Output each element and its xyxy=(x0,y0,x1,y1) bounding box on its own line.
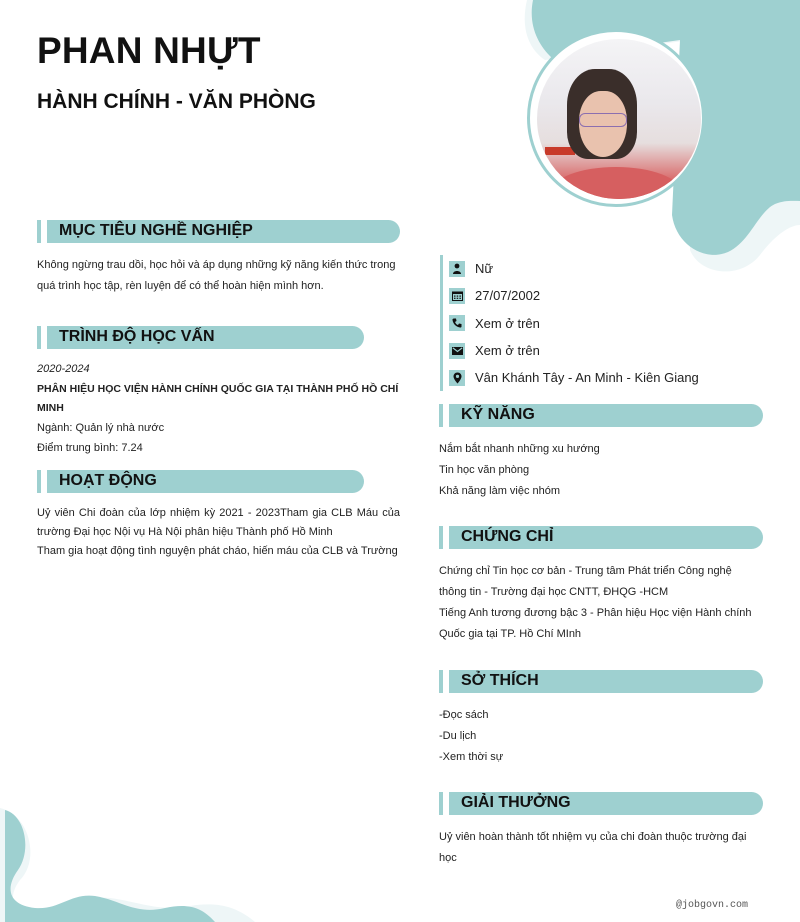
info-phone xyxy=(449,310,699,337)
objective-content xyxy=(37,255,399,297)
candidate-name: PHAN NHỰT xyxy=(37,30,261,71)
hobby-item: -Đọc sách xyxy=(439,709,489,721)
location-icon xyxy=(449,370,465,386)
calendar-icon xyxy=(449,288,465,304)
job-title: HÀNH CHÍNH - VĂN PHÒNG xyxy=(37,90,316,113)
section-title: TRÌNH ĐỘ HỌC VẤN xyxy=(59,328,215,345)
section-header-certificates xyxy=(439,526,763,549)
section-title: GIẢI THƯỞNG xyxy=(461,794,571,811)
section-title: HOẠT ĐỘNG xyxy=(59,472,157,489)
education-school: PHÂN HIỆU HỌC VIỆN HÀNH CHÍNH QUỐC GIA TẠI THÀNH PHỐ HỒ CHÍ MINH xyxy=(37,383,399,414)
skill-item: Nắm bắt nhanh những xu hướng xyxy=(439,443,600,455)
avatar-photo xyxy=(537,39,701,199)
activities-content xyxy=(37,504,400,561)
info-email xyxy=(449,337,699,364)
info-text: Xem ở trên xyxy=(475,343,540,359)
watermark: @jobgovn.com xyxy=(676,900,749,911)
section-header-activities xyxy=(37,470,364,493)
skills-content xyxy=(439,439,769,502)
objective-text: Không ngừng trau dồi, học hỏi và áp dụng những kỹ năng kiến thức trong quá trình học tập, rèn luyện để có thể hoàn hiện mình hơn. xyxy=(37,259,396,292)
info-text: Xem ở trên xyxy=(475,315,540,331)
info-address xyxy=(449,364,699,391)
certificate-item: Tiếng Anh tương đương bậc 3 - Phân hiệu Học viện Hành chính Quốc gia tại TP. Hồ Chí MInh xyxy=(439,607,752,640)
awards-content xyxy=(439,827,759,869)
hobby-item: -Xem thời sự xyxy=(439,751,504,763)
certificate-item: Chứng chỉ Tin học cơ bản - Trung tâm Phát triển Công nghệ thông tin - Trường đại học CNTT, ĐHQG -HCM xyxy=(439,565,732,598)
section-header-awards xyxy=(439,792,763,815)
education-period: 2020-2024 xyxy=(37,363,90,375)
skill-item: Khả năng làm việc nhóm xyxy=(439,485,561,497)
section-header-education xyxy=(37,326,364,349)
email-icon xyxy=(449,343,465,359)
activity-item: Tham gia hoạt động tình nguyện phát cháo, hiến máu của CLB và Trường xyxy=(37,545,398,557)
skill-item: Tin học văn phòng xyxy=(439,464,530,476)
hobbies-content xyxy=(439,705,769,768)
education-content xyxy=(37,359,402,458)
section-title: SỞ THÍCH xyxy=(461,672,539,689)
certificates-content xyxy=(439,561,759,645)
section-header-objective xyxy=(37,220,400,243)
section-header-skills xyxy=(439,404,763,427)
section-title: CHỨNG CHỈ xyxy=(461,528,554,545)
activity-item: Uỷ viên Chi đoàn của lớp nhiệm kỳ 2021 - 2023Tham gia CLB Máu của trường Đại học Nội vụ Hà Nội phân hiệu Thành phố Hồ Minh xyxy=(37,507,400,538)
info-text: Nữ xyxy=(475,261,494,277)
personal-info-list xyxy=(440,255,699,391)
info-birthdate xyxy=(449,282,699,309)
education-gpa: Điểm trung bình: 7.24 xyxy=(37,442,143,454)
section-title: MỤC TIÊU NGHỀ NGHIỆP xyxy=(59,222,253,239)
info-text: Vân Khánh Tây - An Minh - Kiên Giang xyxy=(475,370,699,386)
hobby-item: -Du lịch xyxy=(439,730,477,742)
info-text: 27/07/2002 xyxy=(475,288,541,304)
phone-icon xyxy=(449,315,465,331)
info-gender xyxy=(449,255,699,282)
education-major: Ngành: Quản lý nhà nước xyxy=(37,422,165,434)
section-header-hobbies xyxy=(439,670,763,693)
award-text: Uỷ viên hoàn thành tốt nhiệm vụ của chi đoàn thuộc trường đại học xyxy=(439,831,747,864)
section-title: KỸ NĂNG xyxy=(461,406,535,423)
person-icon xyxy=(449,261,465,277)
